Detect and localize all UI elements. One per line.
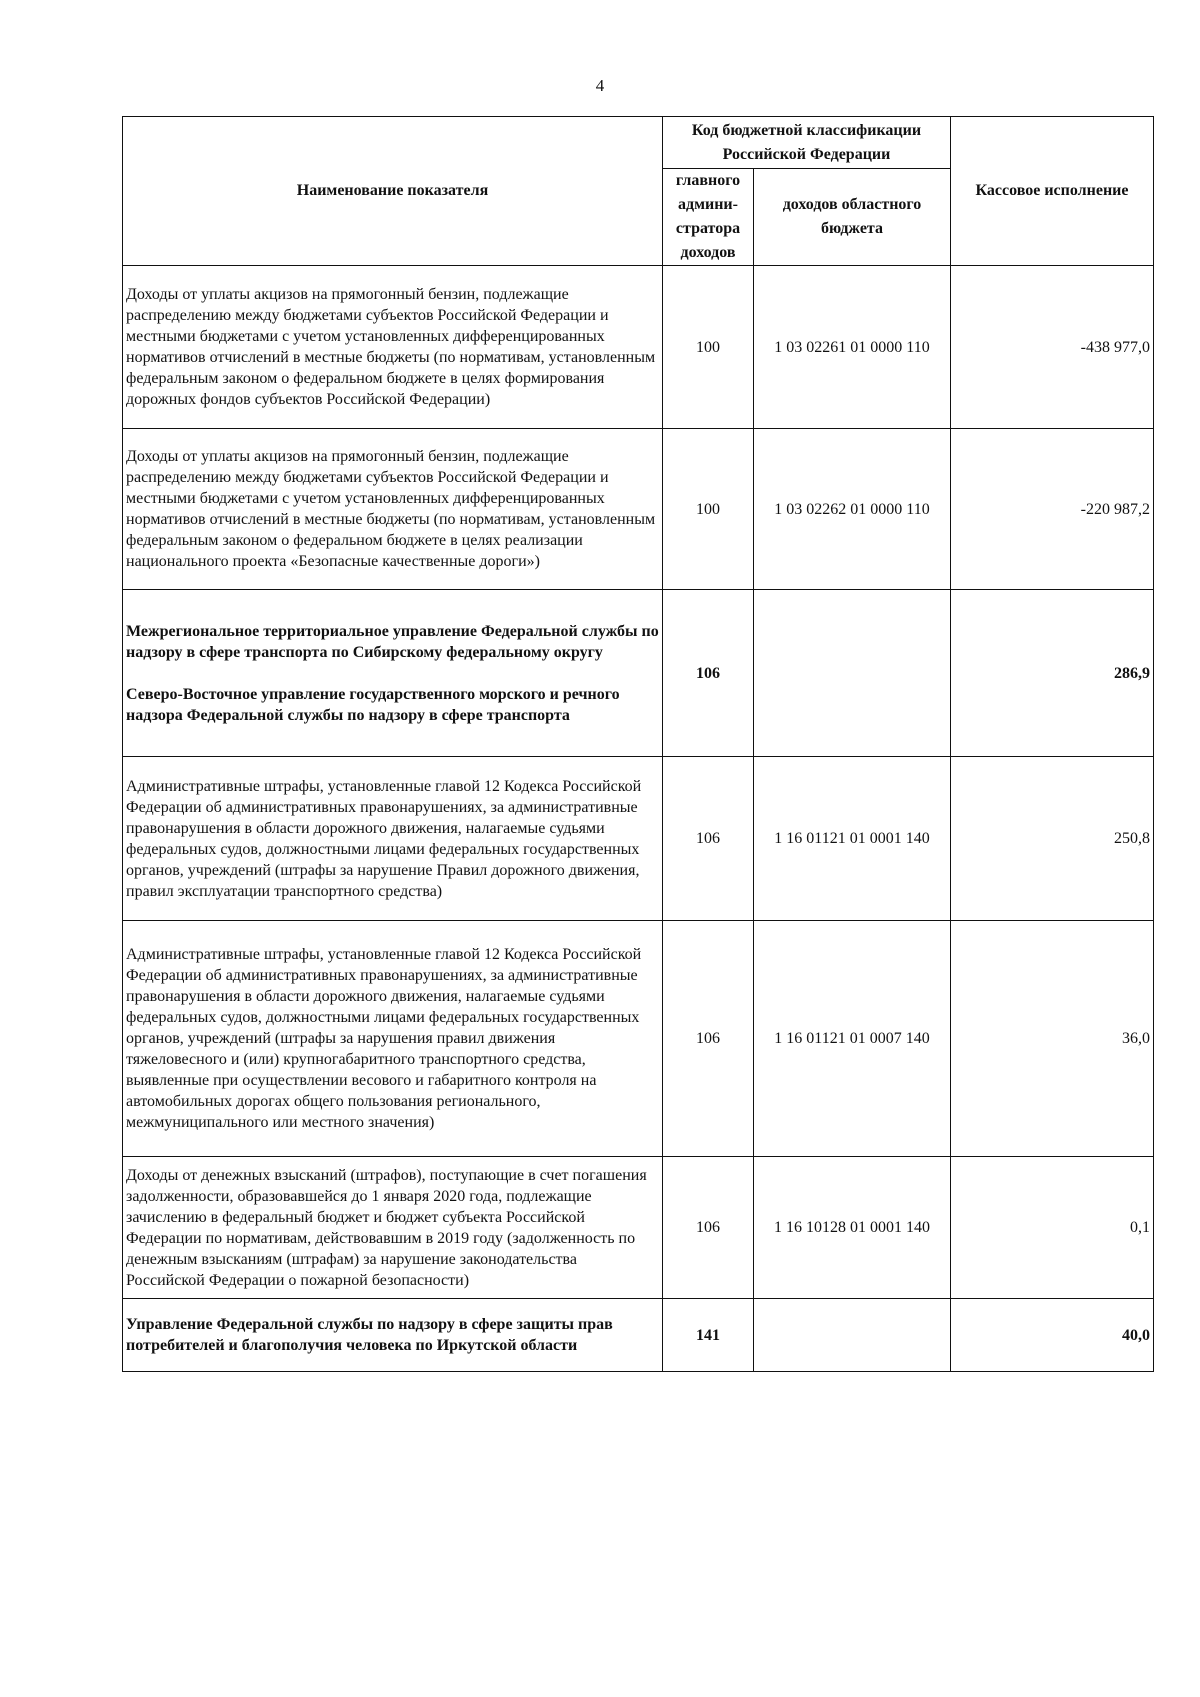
row-amount: -220 987,2	[951, 429, 1154, 590]
table-row	[123, 1157, 1154, 1299]
row-code	[754, 590, 951, 757]
table-row	[123, 429, 1154, 590]
row-amount: 40,0	[951, 1299, 1154, 1372]
row-admin: 106	[663, 1157, 754, 1299]
row-name	[123, 590, 663, 757]
row-code: 1 03 02262 01 0000 110	[754, 429, 951, 590]
row-admin: 100	[663, 429, 754, 590]
table-row	[123, 1299, 1154, 1372]
header-amount: Кассовое исполнение	[951, 117, 1154, 266]
row-admin: 106	[663, 590, 754, 757]
table-row	[123, 590, 1154, 757]
row-amount: 250,8	[951, 757, 1154, 921]
row-name: Доходы от денежных взысканий (штрафов), поступающие в счет погашения задолженности, образовавшейся до 1 января 2020 года, подлежащие зачислению в федеральный бюджет и бюджет субъекта Российской Федерации по нормативам, действовавшим в 2019 году (задолженность по денежным взысканиям (штрафам) за нарушение законодательства Российской Федерации о пожарной безопасности)	[123, 1157, 663, 1299]
row-amount: 286,9	[951, 590, 1154, 757]
header-name: Наименование показателя	[123, 117, 663, 266]
table-header	[123, 117, 1154, 266]
row-amount: 36,0	[951, 921, 1154, 1157]
table-row	[123, 921, 1154, 1157]
row-amount: -438 977,0	[951, 266, 1154, 429]
header-kbk: Код бюджетной классификации Российской Федерации	[663, 117, 951, 169]
row-code: 1 16 01121 01 0001 140	[754, 757, 951, 921]
row-code: 1 16 01121 01 0007 140	[754, 921, 951, 1157]
row-admin: 106	[663, 757, 754, 921]
row-name: Управление Федеральной службы по надзору в сфере защиты прав потребителей и благополучия человека по Иркутской области	[123, 1299, 663, 1372]
header-admin: главного админи-стратора доходов	[663, 169, 754, 266]
row-amount: 0,1	[951, 1157, 1154, 1299]
header-code: доходов областного бюджета	[754, 169, 951, 266]
row-code: 1 16 10128 01 0001 140	[754, 1157, 951, 1299]
row-name: Доходы от уплаты акцизов на прямогонный бензин, подлежащие распределению между бюджетами субъектов Российской Федерации и местными бюджетами с учетом установленных дифференцированных нормативов отчислений в местные бюджеты (по нормативам, установленным федеральным законом о федеральном бюджете в целях реализации национального проекта «Безопасные качественные дороги»)	[123, 429, 663, 590]
table-row	[123, 757, 1154, 921]
row-code	[754, 1299, 951, 1372]
row-name-secondary: Северо-Восточное управление государственного морского и речного надзора Федеральной службы по надзору в сфере транспорта	[126, 685, 620, 724]
row-name: Административные штрафы, установленные главой 12 Кодекса Российской Федерации об административных правонарушениях, за административные правонарушения в области дорожного движения, налагаемые судьями федеральных судов, должностными лицами федеральных государственных органов, учреждений (штрафы за нарушения правил движения тяжеловесного и (или) крупногабаритного транспортного средства, выявленные при осуществлении весового и габаритного контроля на автомобильных дорогах общего пользования регионального, межмуниципального или местного значения)	[123, 921, 663, 1157]
row-name: Доходы от уплаты акцизов на прямогонный бензин, подлежащие распределению между бюджетами субъектов Российской Федерации и местными бюджетами с учетом установленных дифференцированных нормативов отчислений в местные бюджеты (по нормативам, установленным федеральным законом о федеральном бюджете в целях формирования дорожных фондов субъектов Российской Федерации)	[123, 266, 663, 429]
table-row	[123, 266, 1154, 429]
budget-table	[122, 116, 1154, 1372]
row-admin: 141	[663, 1299, 754, 1372]
row-admin: 100	[663, 266, 754, 429]
row-name: Административные штрафы, установленные главой 12 Кодекса Российской Федерации об административных правонарушениях, за административные правонарушения в области дорожного движения, налагаемые судьями федеральных судов, должностными лицами федеральных государственных органов, учреждений (штрафы за нарушение Правил дорожного движения, правил эксплуатации транспортного средства)	[123, 757, 663, 921]
row-admin: 106	[663, 921, 754, 1157]
page-number: 4	[595, 76, 605, 95]
row-name-primary: Межрегиональное территориальное управление Федеральной службы по надзору в сфере транспорта по Сибирскому федеральному округу	[126, 622, 659, 661]
row-code: 1 03 02261 01 0000 110	[754, 266, 951, 429]
